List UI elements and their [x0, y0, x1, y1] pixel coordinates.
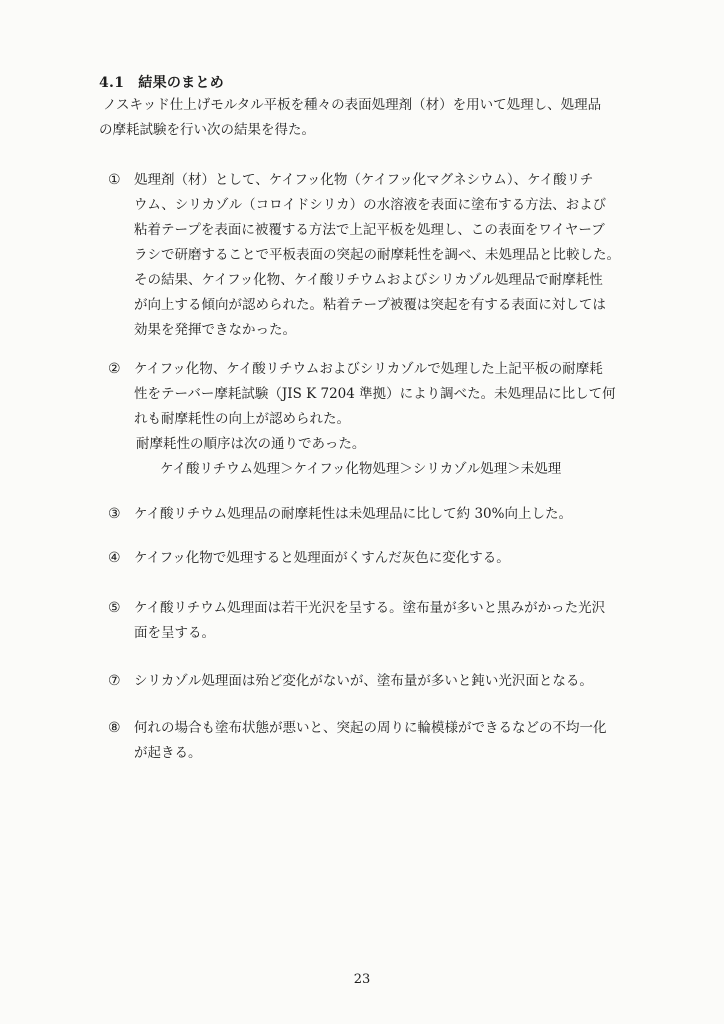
item-line: ケイ酸リチウム処理面は若干光沢を呈する。塗布量が多いと黒みがかった光沢: [134, 600, 606, 616]
intro-line: ノスキッド仕上げモルタル平板を種々の表面処理剤（材）を用いて処理し、処理品: [103, 97, 602, 113]
item-line: ラシで研磨することで平板表面の突起の耐摩耗性を調べ、未処理品と比較した。: [134, 247, 620, 263]
item-marker: ③: [108, 506, 121, 522]
item-text: [134, 596, 664, 646]
item-line: 何れの場合も塗布状態が悪いと、突起の周りに輪模様ができるなどの不均一化: [134, 720, 607, 736]
order-result: ケイ酸リチウム処理＞ケイフッ化物処理＞シリカゾル処理＞未処理: [160, 461, 562, 477]
item-line: れも耐摩耗性の向上が認められた。: [134, 411, 350, 427]
item-line: その結果、ケイフッ化物、ケイ酸リチウムおよびシリカゾル処理品で耐摩耗性: [134, 272, 603, 288]
item-line: 性をテーバー摩耗試験（JIS K 7204 準拠）により調べた。未処理品に比して何: [134, 386, 616, 402]
item-line: が向上する傾向が認められた。粘着テープ被覆は突起を有する表面に対しては: [134, 297, 606, 313]
page-number: 23: [353, 972, 371, 987]
item-text: [134, 357, 664, 482]
item-line: 耐摩耗性の順序は次の通りであった。: [136, 436, 366, 452]
intro-line: の摩耗試験を行い次の結果を得た。: [99, 122, 315, 138]
item-line: ウム、シリカゾル（コロイドシリカ）の水溶液を表面に塗布する方法、および: [134, 197, 607, 213]
item-marker: ⑧: [108, 720, 121, 736]
item-text: [134, 546, 664, 571]
item-line: 効果を発揮できなかった。: [134, 322, 296, 338]
item-line: が起きる。: [134, 745, 202, 761]
item-line: ケイ酸リチウム処理品の耐摩耗性は未処理品に比して約 30%向上した。: [134, 506, 572, 522]
item-text: [134, 502, 664, 527]
section-title: 結果のまとめ: [138, 75, 225, 91]
item-text: [134, 669, 664, 694]
item-marker: ②: [108, 361, 121, 377]
item-line: ケイフッ化物で処理すると処理面がくすんだ灰色に変化する。: [134, 550, 510, 566]
item-line: ケイフッ化物、ケイ酸リチウムおよびシリカゾルで処理した上記平板の耐摩耗: [134, 361, 603, 377]
intro-paragraph: [99, 93, 663, 143]
item-text: [134, 716, 664, 766]
item-text: [134, 168, 664, 343]
item-marker: ⑤: [108, 600, 121, 616]
section-heading: [99, 72, 224, 92]
item-line: シリカゾル処理面は殆ど変化がないが、塗布量が多いと鈍い光沢面となる。: [134, 673, 593, 689]
section-number: 4.1: [99, 75, 125, 91]
item-line: 粘着テープを表面に被覆する方法で上記平板を処理し、この表面をワイヤーブ: [134, 222, 605, 238]
item-marker: ⑦: [108, 673, 121, 689]
item-marker: ④: [108, 550, 121, 566]
item-line: 面を呈する。: [134, 625, 215, 641]
item-line: 処理剤（材）として、ケイフッ化物（ケイフッ化マグネシウム）、ケイ酸リチ: [134, 172, 594, 188]
item-marker: ①: [108, 172, 121, 188]
